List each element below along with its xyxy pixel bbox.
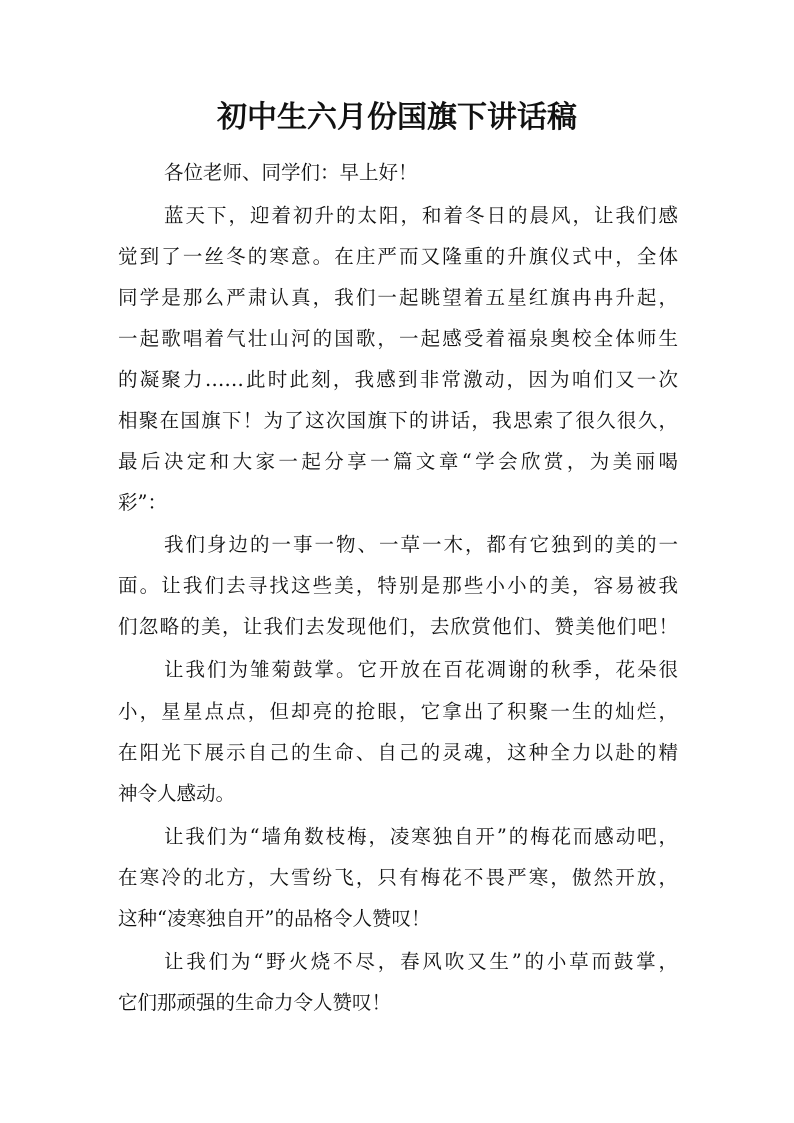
text-line: 让我们为“野火烧不尽，春风吹又生”的小草而鼓掌， — [164, 950, 678, 973]
text-line: 在阳光下展示自己的生命、自己的灵魂，这种全力以赴的精 — [118, 741, 678, 764]
document-title: 初中生六月份国旗下讲话稿 — [217, 100, 577, 135]
text-line: 让我们为雏菊鼓掌。它开放在百花凋谢的秋季，花朵很 — [164, 658, 678, 681]
text-line: 神令人感动。 — [118, 782, 236, 805]
text-line: 一起歌唱着气壮山河的国歌，一起感受着福泉奥校全体师生 — [118, 327, 678, 350]
text-line: 面。让我们去寻找这些美，特别是那些小小的美，容易被我 — [118, 574, 678, 597]
text-line: 它们那顽强的生命力令人赞叹！ — [118, 991, 392, 1014]
text-line: 的凝聚力……此时此刻，我感到非常激动，因为咱们又一次 — [118, 368, 678, 391]
text-line: 们忽略的美，让我们去发现他们，去欣赏他们、赞美他们吧！ — [118, 615, 678, 638]
text-line: 这种“凌寒独自开”的品格令人赞叹！ — [118, 907, 431, 930]
text-line: 让我们为“墙角数枝梅，凌寒独自开”的梅花而感动吧， — [164, 825, 678, 848]
text-line: 蓝天下，迎着初升的太阳，和着冬日的晨风，让我们感 — [164, 204, 678, 227]
text-line: 彩”： — [118, 491, 167, 514]
text-line: 小，星星点点，但却亮的抢眼，它拿出了积聚一生的灿烂， — [118, 700, 678, 723]
text-line: 最后决定和大家一起分享一篇文章“学会欣赏，为美丽喝 — [118, 450, 678, 473]
text-line: 我们身边的一事一物、一草一木，都有它独到的美的一 — [164, 533, 678, 556]
text-line: 各位老师、同学们：早上好！ — [164, 161, 418, 184]
text-line: 在寒冷的北方，大雪纷飞，只有梅花不畏严寒，傲然开放， — [118, 866, 678, 889]
text-line: 觉到了一丝冬的寒意。在庄严而又隆重的升旗仪式中，全体 — [118, 245, 678, 268]
text-line: 相聚在国旗下！为了这次国旗下的讲话，我思索了很久很久， — [118, 409, 678, 432]
text-line: 同学是那么严肃认真，我们一起眺望着五星红旗冉冉升起， — [118, 286, 678, 309]
